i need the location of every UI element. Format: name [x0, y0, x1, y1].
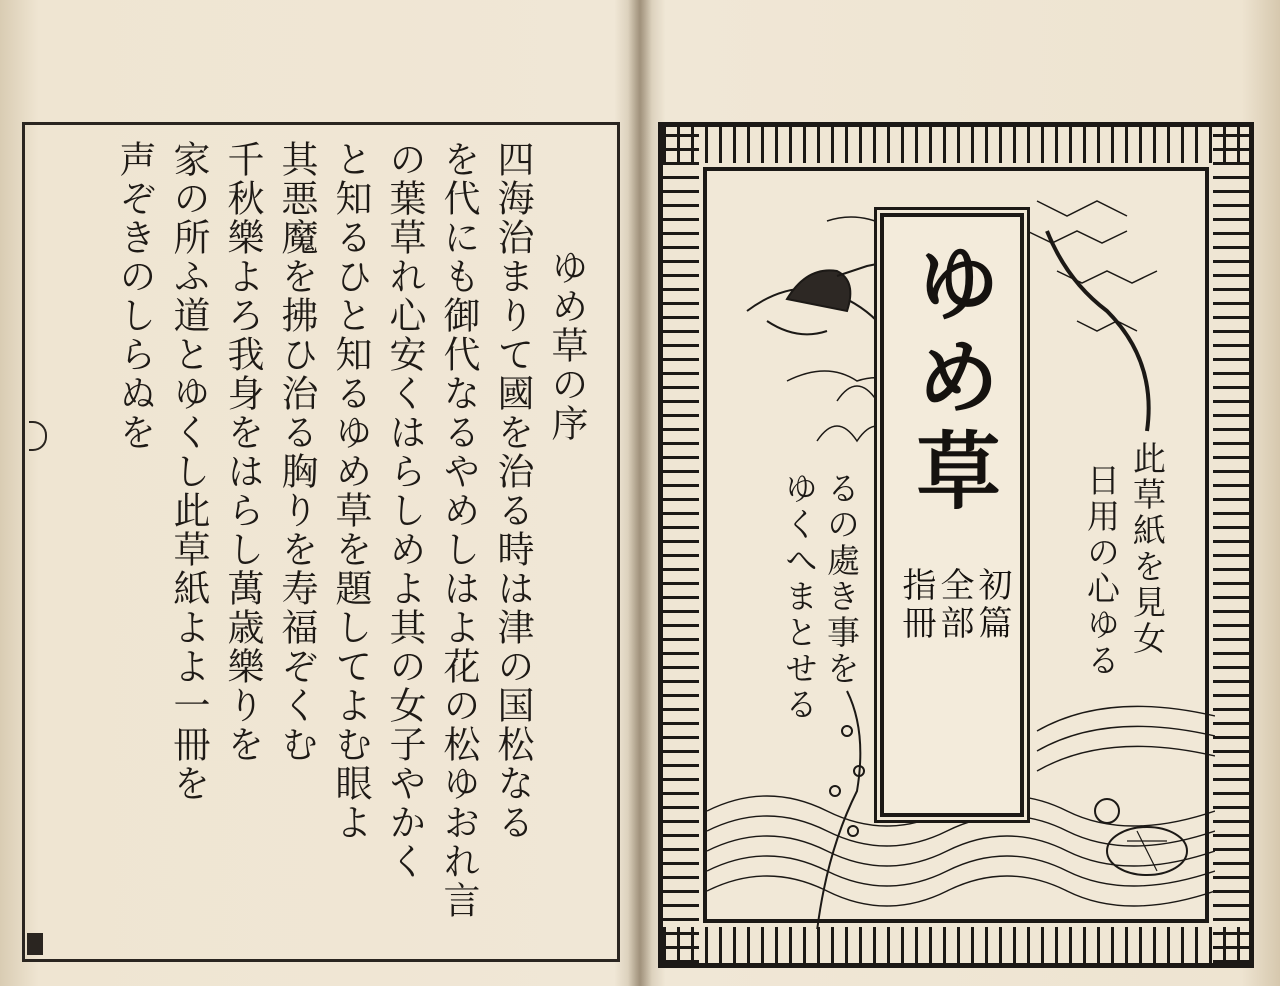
preface-title: ゆめ草の序: [545, 248, 588, 443]
preface-column-5: 其悪魔を拂ひ治る胸りを寿福ぞくむ: [275, 140, 318, 764]
subtitle-right-col-1: 此草紙を見女: [1128, 441, 1167, 657]
preface-column-8: 声ぞきのしらぬを: [113, 140, 156, 452]
edition-col-3: 指冊: [896, 567, 936, 643]
edition-col-2: 全部: [934, 567, 974, 643]
preface-columns: [108, 140, 592, 940]
subtitle-left-col-2: ゆくへまとせる: [780, 471, 819, 723]
cover-panel: [703, 167, 1209, 923]
preface-column-1: 四海治まりて國を治る時は津の国松なる: [491, 140, 534, 842]
preface-column-4: と知るひと知るゆめ草を題してよむ眼よ: [329, 140, 372, 842]
preface-column-2: を代にも御代なるやめしはよ花の松ゆおれ言: [437, 140, 480, 920]
subtitle-right-col-2: 日用の心ゆる: [1082, 463, 1121, 679]
frame-tab-mark: [29, 421, 47, 451]
preface-column-3: の葉草れ心安くはらしめよ其の女子やかく: [383, 140, 426, 881]
cover-fret-border: [658, 122, 1254, 968]
preface-column-6: 千秋樂よろ我身をはらし萬歳樂りを: [221, 140, 264, 764]
book-title: ゆめ草: [903, 239, 1002, 521]
preface-column-7: 家の所ふ道とゆくし此草紙よよ一冊を: [167, 140, 210, 803]
right-page: [640, 0, 1280, 986]
edition-col-1: 初篇: [972, 567, 1012, 643]
title-cartouche: [880, 213, 1024, 817]
frame-block-mark: [27, 933, 43, 955]
subtitle-left-col-1: るの處き事を: [822, 471, 861, 687]
